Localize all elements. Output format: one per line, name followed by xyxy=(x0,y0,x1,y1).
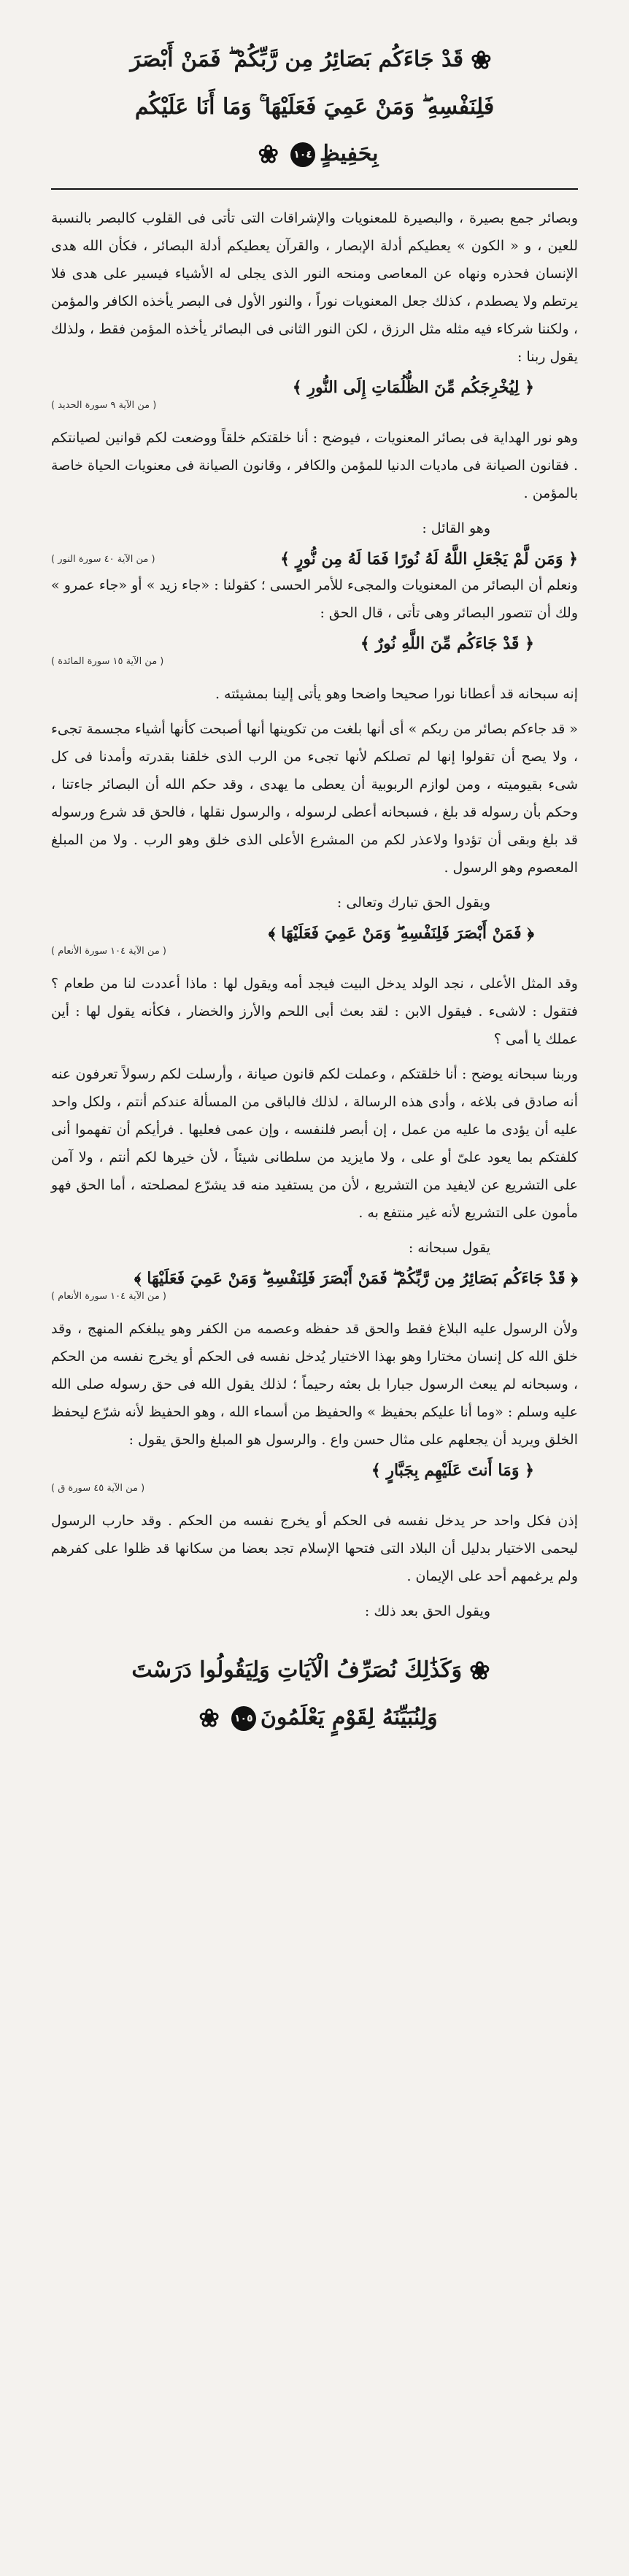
ornament-icon: ❀ xyxy=(258,140,279,169)
quran-quote: ﴿ وَمَن لَّمْ يَجْعَلِ اللَّهُ لَهُ نُورًا فَمَا لَهُ مِن نُّورٍ ﴾ xyxy=(280,549,578,568)
paragraph: وقد المثل الأعلى ، نجد الولد يدخل البيت فيجد أمه ويقول لها : ماذا أعددت لنا من طعام ؟ فتقول : لاشىء . فيقول الابن : لقد بعث أبى اللحم والأرز والخضار ، فكأنه يقول لها : أين عملك يا أمى ؟ xyxy=(51,976,578,1047)
ornament-icon: ❀ xyxy=(469,1657,490,1686)
ornament-icon: ❀ xyxy=(198,1704,220,1733)
header-verse xyxy=(51,36,578,178)
quote-source: ( من الآية ١٠٤ سورة الأنعام ) xyxy=(51,946,166,957)
quote-row xyxy=(51,924,578,943)
speaker-intro: يقول سبحانه : xyxy=(408,1240,490,1256)
quote-source: ( من الآية ١٠٤ سورة الأنعام ) xyxy=(51,1291,166,1302)
footer-verse-line-2 xyxy=(51,1694,578,1742)
header-verse-line-2: فَلِنَفْسِهِ ۖ وَمَنْ عَمِيَ فَعَلَيْهَا ۚ وَمَا أَنَا عَلَيْكُم xyxy=(134,94,495,120)
quote-source: ( من الآية ٤٥ سورة ق ) xyxy=(51,1483,145,1494)
quote-row xyxy=(51,1461,578,1480)
quran-quote: ﴿ قَدْ جَاءَكُم بَصَائِرُ مِن رَّبِّكُمْ ۖ فَمَنْ أَبْصَرَ فَلِنَفْسِهِ ۖ وَمَنْ عَمِيَ فَعَلَيْهَا ﴾ xyxy=(134,1269,578,1288)
paragraph: وربنا سبحانه يوضح : أنا خلقتكم ، وعملت لكم قانون صيانة ، وأرسلت لكم رسولاً تعرفون عنه أنه صادق فى بلاغه ، وأدى هذه الرسالة ، لذلك فالباقى من المسألة عندكم أنتم ، ولكل واحد عليه أن يؤدى ما عليه من عمل ، إن أبصر فلنفسه ، وإن عمى فعليها . فرأيكم أن تفهموا أنى كلفتكم بما يعود علىّ أو على ، ولا مايزيد من سلطانى شيئاً ، لأن خيرها لكم أنتم ، ولا آمن على التشريع عن لايفيد من التشريع ، لأن من يستفيد منه قد يشرّع لمصلحته ، أما الحق فهو مأمون على التشريع لأنه غير منتفع به . xyxy=(51,1066,578,1221)
paragraph: ونعلم أن البصائر من المعنويات والمجىء للأمر الحسى ؛ كقولنا : «جاء زيد » أو «جاء عمرو » ولك أن تتصور البصائر وهى تأتى ، قال الحق : xyxy=(51,577,578,621)
quote-source: ( من الآية ٤٠ سورة النور ) xyxy=(51,553,155,565)
quote-source: ( من الآية ٩ سورة الحديد ) xyxy=(51,400,157,411)
ornament-icon: ❀ xyxy=(471,46,492,75)
speaker-intro: ويقول الحق بعد ذلك : xyxy=(364,1603,490,1619)
speaker-intro: وهو القائل : xyxy=(422,520,490,536)
quran-quote: ﴿ فَمَنْ أَبْصَرَ فَلِنَفْسِهِ ۖ وَمَنْ عَمِيَ فَعَلَيْهَا ﴾ xyxy=(268,924,534,943)
quran-quote: ﴿ لِيُخْرِجَكُم مِّنَ الظُّلُمَاتِ إِلَى النُّورِ ﴾ xyxy=(292,378,534,397)
header-verse-line-3 xyxy=(51,131,578,178)
quran-quote: ﴿ وَمَا أَنتَ عَلَيْهِم بِجَبَّارٍ ﴾ xyxy=(371,1461,534,1480)
paragraph: وهو نور الهداية فى بصائر المعنويات ، فيوضح : أنا خلقتكم خلقاً ووضعت لكم قوانين لصيانتكم . فقانون الصيانة فى ماديات الدنيا للمؤمن والكافر ، وقانون الصيانة فى معنويات الحياة خاصة بالمؤمن . xyxy=(51,430,578,501)
quote-row xyxy=(51,549,578,568)
paragraph: ولأن الرسول عليه البلاغ فقط والحق قد حفظه وعصمه من الكفر وهو يبلغكم المنهج ، وقد خلق الله كل إنسان مختارا وهو بهذا الاختيار يُدخل نفسه فى الحكم أو يخرج نفسه من الحكم ، وسبحانه لم يبعث الرسول جبارا بل بعثه رحيماً ؛ لذلك يقول الله فى حق رسوله صلى الله عليه وسلم : «وما أنا عليكم بحفيظ » والحفيظ من أسماء الله ، وهو الحفيظ لأنه شرّع ليحفظ الخلق ويريد أن يجعلهم على مثال حسن واع . والرسول هو المبلغ والحق يقول : xyxy=(51,1321,578,1448)
paragraph: إنه سبحانه قد أعطانا نورا صحيحا واضحا وهو يأتى إلينا بمشيئته . xyxy=(215,686,578,702)
ayah-number-badge: ١٠٤ xyxy=(290,142,315,167)
footer-verse-text-1: وَكَذَٰلِكَ نُصَرِّفُ الْآيَاتِ وَلِيَقُولُوا دَرَسْتَ xyxy=(131,1657,463,1683)
divider xyxy=(51,188,578,190)
footer-verse-line-1 xyxy=(51,1647,578,1694)
footer-verse-text-2: وَلِنُبَيِّنَهُ لِقَوْمٍ يَعْلَمُونَ xyxy=(260,1705,438,1730)
quote-source: ( من الآية ١٥ سورة المائدة ) xyxy=(51,656,164,667)
footer-verse xyxy=(51,1647,578,1742)
header-verse-text-3: بِحَفِيظٍ xyxy=(320,141,379,166)
speaker-intro: ويقول الحق تبارك وتعالى : xyxy=(336,895,490,911)
paragraph: وبصائر جمع بصيرة ، والبصيرة للمعنويات والإشراقات التى تأتى فى القلوب كالبصر بالنسبة للعين ، و « الكون » يعطيكم أدلة الإبصار ، والقرآن يعطيكم أدلة البصائر ، فكأن الله هدى الإنسان فحذره ونهاه عن المعاصى ومنحه النور الذى يجلى له الأشياء فيسير على هدى فلا يرتطم ولا يصطدم ، كذلك جعل المعنويات نوراً ، والنور الأول فى البصر يأخذه الكافر والمؤمن ، ولكننا شركاء فيه مثله مثل الرزق ، لكن النور الثانى فى البصائر يأخذه المؤمن فقط ، ولذلك يقول ربنا : xyxy=(51,210,578,365)
header-verse-text-1: قَدْ جَاءَكُم بَصَائِرُ مِن رَّبِّكُمْ ۖ فَمَنْ أَبْصَرَ xyxy=(130,47,464,72)
quote-row xyxy=(51,378,578,397)
ayah-number-badge: ١٠٥ xyxy=(231,1706,256,1731)
quote-row xyxy=(51,634,578,653)
paragraph: « قد جاءكم بصائر من ربكم » أى أنها بلغت من تكوينها أنها أصبحت كأنها أشياء مجسمة تجىء ، ولا يصح أن تقولوا إنها لم تصلكم لأنها تجىء من الرب الذى خلقنا بقدرته وأمدنا فى كل شىء بقيوميته ، ومن لوازم الربوبية أن يعطى ما يهدى ، وقد حكم الله أن البصائر جاءتنا ، وحكم بأن رسوله قد بلغ ، فسبحانه أعطى لرسوله ، والرسول نقلها ، فالحق قد شرع ورسوله قد بلغ وبقى أن تؤدوا ولاعذر لكم من المشرع الأعلى الذى خلق وهو الرب . ولا من المبلغ المعصوم وهو الرسول . xyxy=(51,721,578,876)
paragraph: إذن فكل واحد حر يدخل نفسه فى الحكم أو يخرج نفسه من الحكم . وقد حارب الرسول ليحمى الاختيار بدليل أن البلاد التى فتحها الإسلام تجد بعضا من سكانها قد ظلوا على كفرهم ولم يرغمهم أحد على الإيمان . xyxy=(51,1513,578,1584)
header-verse-line-1 xyxy=(51,36,578,84)
quran-quote: ﴿ قَدْ جَاءَكُم مِّنَ اللَّهِ نُورٌ ﴾ xyxy=(360,634,534,653)
quote-row xyxy=(51,1269,578,1288)
